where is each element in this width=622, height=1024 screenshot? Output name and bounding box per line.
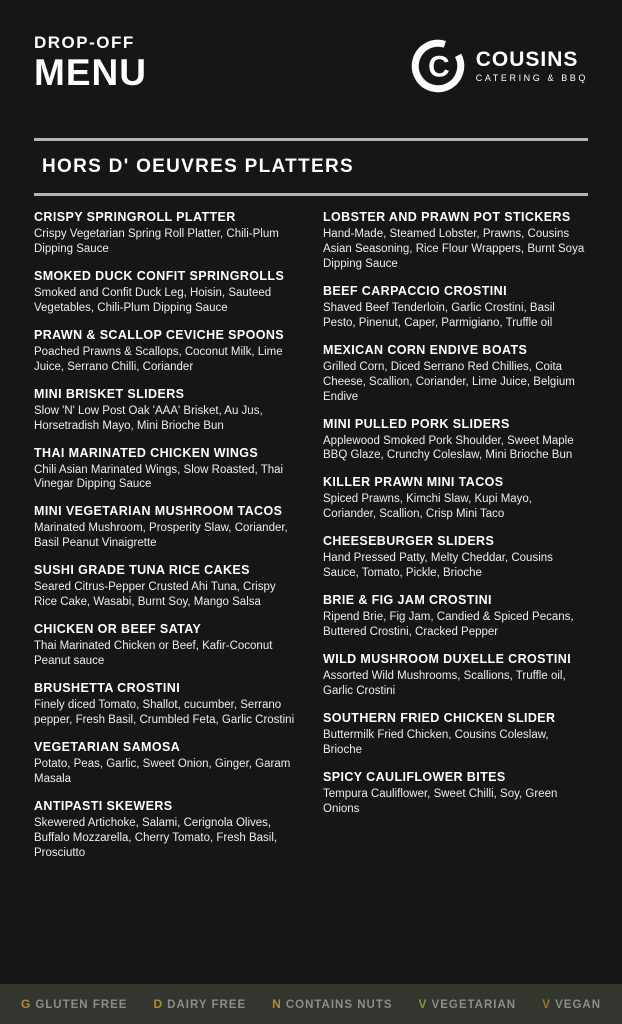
menu-item-title: CHICKEN OR BEEF SATAY	[34, 622, 202, 637]
menu-columns	[34, 210, 588, 984]
menu-item	[34, 387, 299, 434]
menu-item-description: Tempura Cauliflower, Sweet Chilli, Soy, Green Onions	[323, 787, 558, 815]
menu-item-title: MINI VEGETARIAN MUSHROOM TACOS	[34, 504, 283, 519]
menu-item-title: SOUTHERN FRIED CHICKEN SLIDER	[323, 710, 556, 725]
menu-item-description: Potato, Peas, Garlic, Sweet Onion, Ginger, Garam Masala	[34, 757, 291, 785]
menu-item	[323, 770, 588, 817]
divider-bottom	[34, 193, 588, 196]
menu-item	[34, 328, 299, 375]
legend-item	[419, 997, 517, 1011]
menu-item-description: Smoked and Confit Duck Leg, Hoisin, Sauteed Vegetables, Chili-Plum Dipping Sauce	[34, 286, 272, 314]
legend-key: N	[272, 997, 281, 1011]
menu-item-title: MEXICAN CORN ENDIVE BOATS	[323, 342, 528, 357]
legend-key: V	[542, 997, 551, 1011]
menu-item-description: Marinated Mushroom, Prosperity Slaw, Coriander, Basil Peanut Vinaigrette	[34, 522, 288, 550]
menu-item-description: Thai Marinated Chicken or Beef, Kafir-Coconut Peanut sauce	[34, 640, 273, 668]
legend-key: V	[418, 997, 427, 1011]
menu-item-title: CHEESEBURGER SLIDERS	[323, 534, 495, 549]
legend-item	[542, 997, 601, 1011]
menu-item	[34, 740, 299, 787]
menu-item-description: Spiced Prawns, Kimchi Slaw, Kupi Mayo, Coriander, Scallion, Crisp Mini Taco	[323, 493, 533, 521]
menu-item-description: Applewood Smoked Pork Shoulder, Sweet Maple BBQ Glaze, Crunchy Coleslaw, Mini Brioche Bun	[323, 434, 574, 462]
menu-item-title: SPICY CAULIFLOWER BITES	[323, 769, 506, 784]
menu-item	[323, 593, 588, 640]
menu-item-title: SMOKED DUCK CONFIT SPRINGROLLS	[34, 268, 285, 283]
legend-item	[272, 997, 392, 1011]
brand-name: COUSINS	[475, 48, 579, 71]
menu-item-title: VEGETARIAN SAMOSA	[34, 739, 181, 754]
legend-item	[21, 997, 127, 1011]
legend-label: CONTAINS NUTS	[285, 999, 393, 1011]
menu-item-title: MINI PULLED PORK SLIDERS	[323, 416, 510, 431]
menu-item-title: PRAWN & SCALLOP CEVICHE SPOONS	[34, 327, 284, 342]
menu-item-description: Slow 'N' Low Post Oak 'AAA' Brisket, Au Jus, Horsetradish Mayo, Mini Brioche Bun	[34, 404, 263, 432]
menu-item-title: ANTIPASTI SKEWERS	[34, 798, 173, 813]
menu-item-title: WILD MUSHROOM DUXELLE CROSTINI	[323, 652, 572, 666]
menu-item-description: Chili Asian Marinated Wings, Slow Roasted, Thai Vinegar Dipping Sauce	[34, 463, 284, 491]
menu-item	[34, 622, 299, 669]
legend-label: GLUTEN FREE	[35, 999, 128, 1011]
menu-item	[323, 475, 588, 522]
menu-item-description: Seared Citrus-Pepper Crusted Ahi Tuna, Crispy Rice Cake, Wasabi, Burnt Soy, Mango Salsa	[34, 581, 276, 609]
menu-item-description: Shaved Beef Tenderloin, Garlic Crostini, Basil Pesto, Pinenut, Caper, Parmigiano, Truffle oil	[323, 301, 555, 329]
menu-item-title: SUSHI GRADE TUNA RICE CAKES	[34, 563, 250, 578]
menu-item-description: Hand Pressed Patty, Melty Cheddar, Cousins Sauce, Tomato, Pickle, Brioche	[323, 552, 553, 580]
menu-item-description: Assorted Wild Mushrooms, Scallions, Truffle oil, Garlic Crostini	[323, 670, 566, 697]
menu-item-description: Finely diced Tomato, Shallot, cucumber, Serrano pepper, Fresh Basil, Crumbled Feta, Garlic Crostini	[34, 699, 295, 726]
legend-key: G	[20, 997, 31, 1011]
menu-item-title: BEEF CARPACCIO CROSTINI	[323, 283, 507, 298]
menu-column-left	[34, 210, 299, 984]
header	[34, 34, 588, 94]
svg-text:C: C	[427, 50, 450, 84]
divider-top	[34, 138, 588, 141]
legend-label: VEGETARIAN	[431, 999, 517, 1011]
cousins-logo-icon	[410, 38, 466, 94]
menu-item	[323, 284, 588, 331]
menu-item	[34, 799, 299, 861]
legend-label: DAIRY FREE	[167, 999, 247, 1011]
menu-item-description: Buttermilk Fried Chicken, Cousins Coleslaw, Brioche	[323, 728, 549, 756]
legend-bar	[0, 984, 622, 1024]
menu-item	[323, 534, 588, 581]
legend-label: VEGAN	[555, 999, 602, 1011]
menu-item-title: BRUSHETTA CROSTINI	[34, 681, 181, 695]
menu-item-description: Crispy Vegetarian Spring Roll Platter, Chili-Plum Dipping Sauce	[34, 228, 279, 255]
menu-item-description: Hand-Made, Steamed Lobster, Prawns, Cousins Asian Seasoning, Rice Flour Wrappers, Burnt Soya Dipping Sauce	[323, 228, 585, 270]
legend-item	[153, 997, 246, 1011]
menu-item	[323, 711, 588, 758]
menu-item	[34, 446, 299, 493]
menu-subtitle: DROP-OFF	[34, 33, 135, 52]
menu-item-description: Grilled Corn, Diced Serrano Red Chillies, Coita Cheese, Scallion, Coriander, Lime Juice, Belgium Endive	[323, 360, 575, 403]
brand	[410, 38, 588, 94]
menu-item	[323, 417, 588, 464]
menu-item-title: KILLER PRAWN MINI TACOS	[323, 475, 504, 490]
menu-item	[323, 652, 588, 699]
menu-title: MENU	[34, 52, 147, 93]
menu-item-description: Ripend Brie, Fig Jam, Candied & Spiced Pecans, Buttered Crostini, Cracked Pepper	[323, 611, 574, 639]
menu-column-right	[323, 210, 588, 984]
menu-item-description: Poached Prawns & Scallops, Coconut Milk, Lime Juice, Serrano Chilli, Coriander	[34, 345, 283, 373]
menu-item	[34, 504, 299, 551]
menu-item	[34, 563, 299, 610]
menu-item	[34, 269, 299, 316]
menu-item	[34, 681, 299, 728]
brand-text	[476, 49, 588, 83]
menu-item-description: Skewered Artichoke, Salami, Cerignola Olives, Buffalo Mozzarella, Cherry Tomato, Fresh Basil, Prosciutto	[34, 816, 278, 859]
menu-item-title: BRIE & FIG JAM CROSTINI	[323, 593, 492, 608]
brand-tagline: CATERING & BBQ	[475, 73, 588, 83]
section-title: HORS D' OEUVRES PLATTERS	[42, 156, 354, 177]
legend-key: D	[153, 997, 163, 1011]
menu-item	[34, 210, 299, 257]
title-block	[34, 34, 147, 91]
menu-item-title: LOBSTER AND PRAWN POT STICKERS	[323, 210, 571, 224]
menu-item-title: MINI BRISKET SLIDERS	[34, 386, 185, 401]
menu-item	[323, 343, 588, 405]
menu-item-title: CRISPY SPRINGROLL PLATTER	[34, 210, 236, 224]
menu-item-title: THAI MARINATED CHICKEN WINGS	[34, 445, 259, 460]
menu-item	[323, 210, 588, 272]
